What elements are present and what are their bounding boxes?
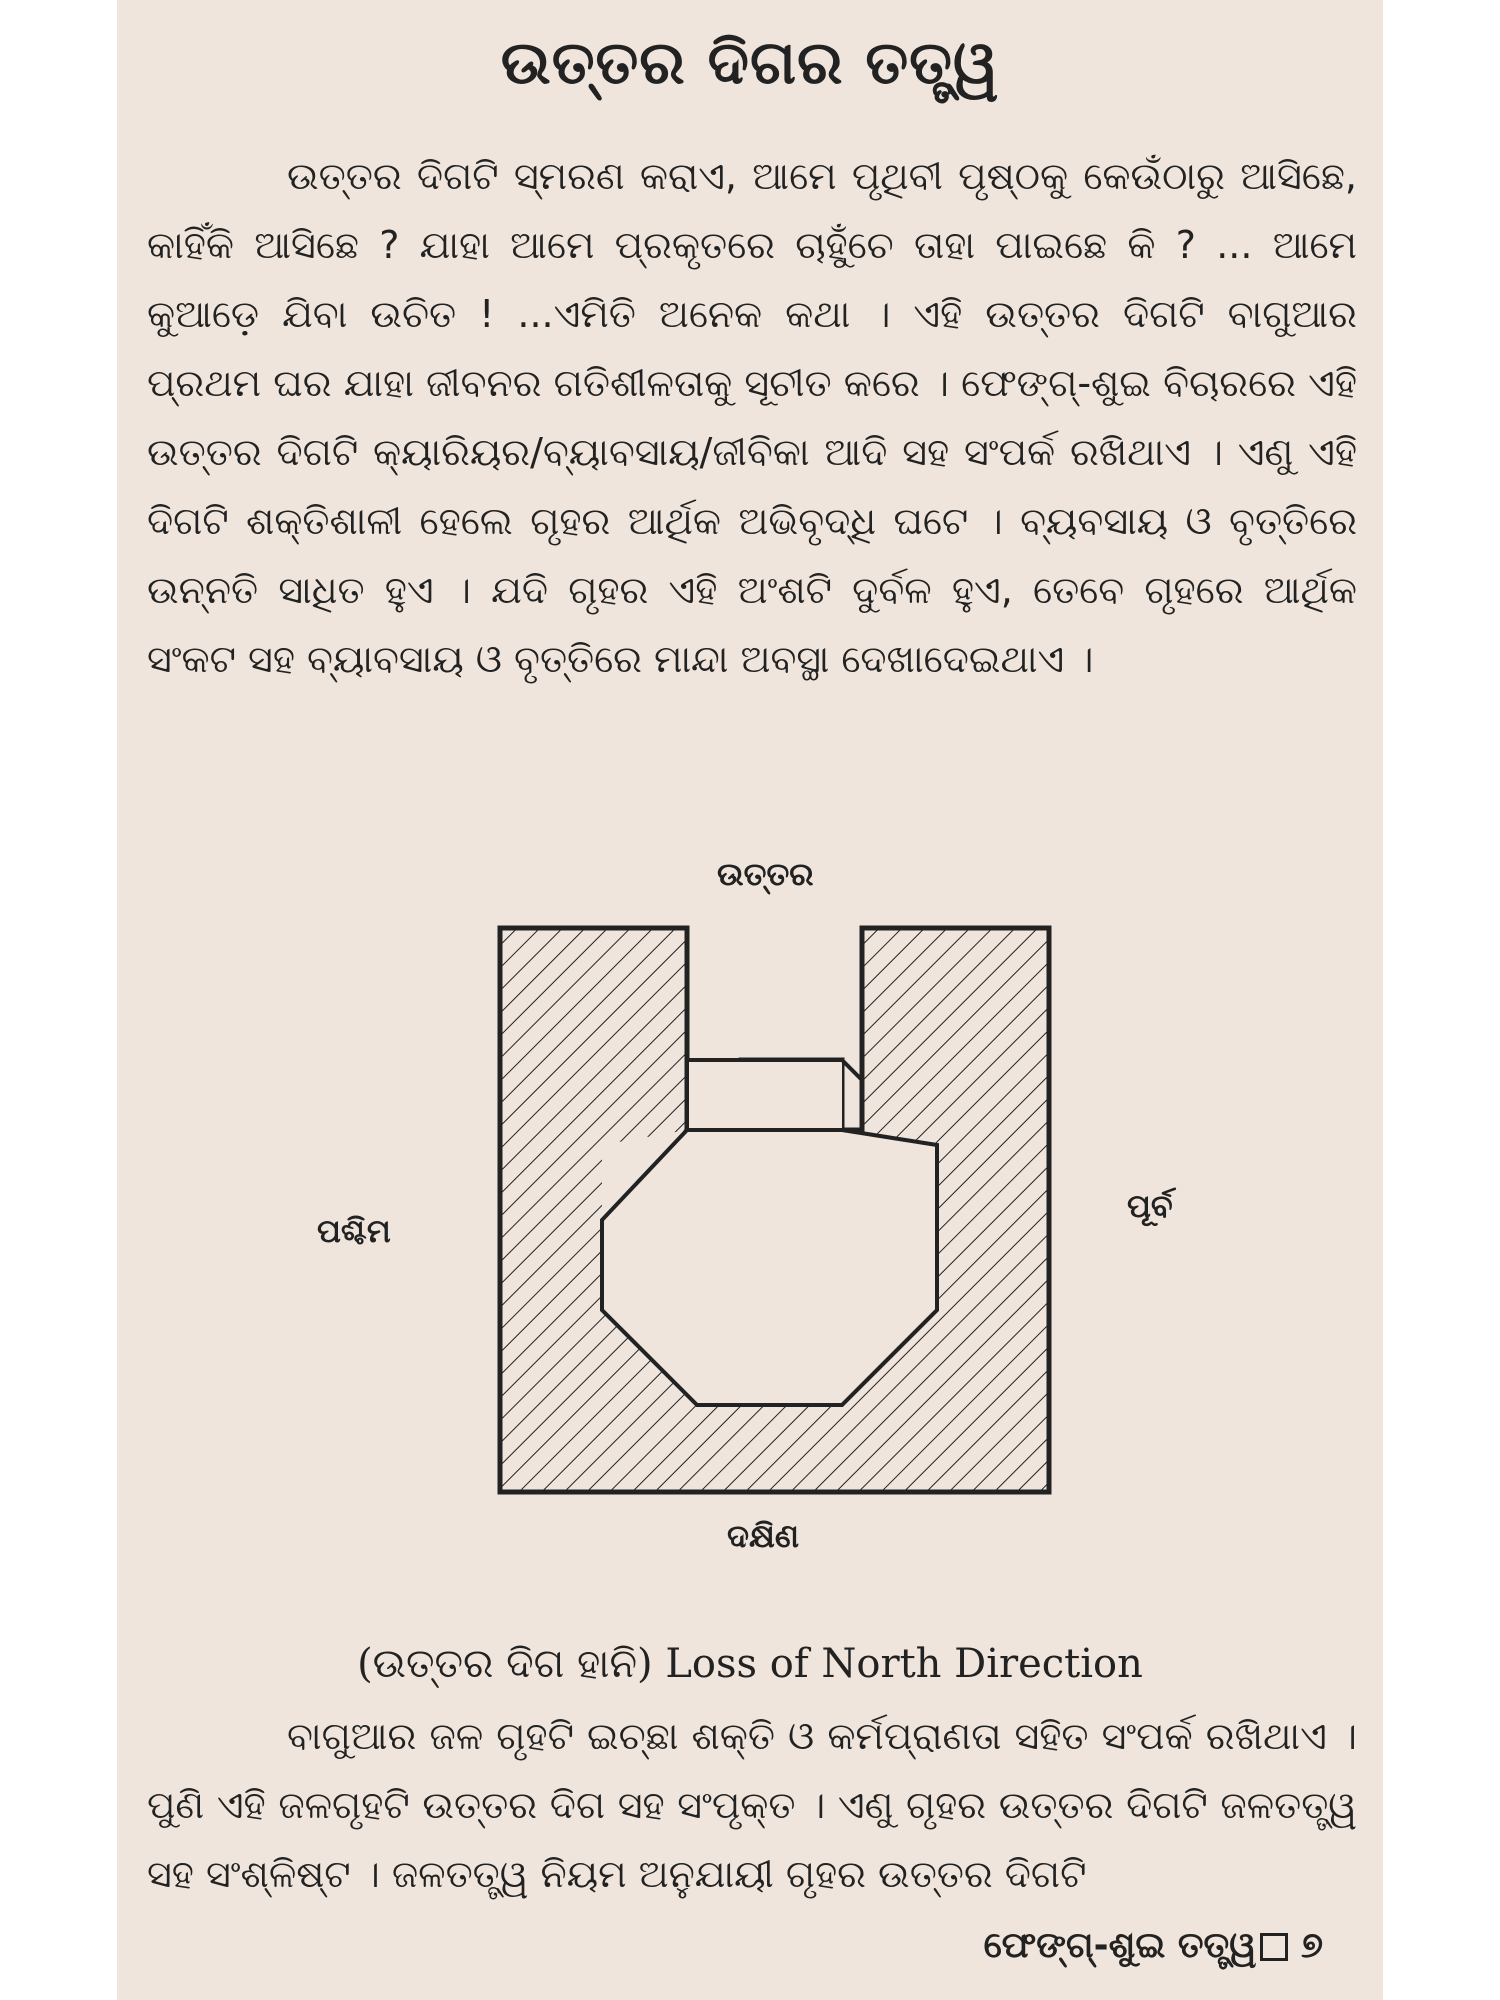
right-margin [1383,0,1500,2000]
paragraph-intro: ଉତ୍ତର ଦିଗଟି ସ୍ମରଣ କରାଏ, ଆମେ ପୃଥିବୀ ପୃଷ୍ଠକୁ କେଉଁଠାରୁ ଆସିଛେ, କାହିଁକି ଆସିଛେ ? ଯାହା ଆମେ ପ୍ରକୃତରେ ଚାହୁଁଚେ ତାହା ପାଇଛେ କି ? ... ଆମେ କୁଆଡ଼େ ଯିବା ଉଚିତ ! ...ଏମିତି ଅନେକ କଥା । ଏହି ଉତ୍ତର ଦିଗଟି ବାଗୁଆର ପ୍ରଥମ ଘର ଯାହା ଜୀବନର ଗତିଶୀଳତାକୁ ସୂଚୀତ କରେ । ଫେଙ୍ଗ୍-ଶୁଇ ବିଚାରରେ ଏହି ଉତ୍ତର ଦିଗଟି କ୍ୟାରିୟର/ବ୍ୟାବସାୟ/ଜୀବିକା ଆଦି ସହ ସଂପର୍କ ରଖିଥାଏ । ଏଣୁ ଏହି ଦିଗଟି ଶକ୍ତିଶାଳୀ ହେଲେ ଗୃହର ଆର୍ଥିକ ଅଭିବୃଦ୍ଧି ଘଟେ । ବ୍ୟବସାୟ ଓ ବୃତ୍ତିରେ ଉନ୍ନତି ସାଧିତ ହୁଏ । ଯଦି ଗୃହର ଏହି ଅଂଶଟି ଦୁର୍ବଳ ହୁଏ, ତେବେ ଗୃହରେ ଆର୍ଥିକ ସଂକଟ ସହ ବ୍ୟାବସାୟ ଓ ବୃତ୍ତିରେ ମାନ୍ଦା ଅବସ୍ଥା ଦେଖାଦେଇଥାଏ । [147,154,1357,681]
page-number: ୭ [1300,1925,1323,1966]
footer-book-title: ଫେଙ୍ଗ୍-ଶୁଇ ତତ୍ତ୍ୱ [983,1925,1257,1966]
page-title: ଉତ୍ତର ଦିଗର ତତ୍ତ୍ୱ [500,28,1000,98]
book-page [117,0,1383,2000]
square-icon [1260,1933,1288,1961]
page-footer [984,1925,1323,1967]
paragraph-water-house: ବାଗୁଆର ଜଳ ଗୃହଟି ଇଚ୍ଛା ଶକ୍ତି ଓ କର୍ମପ୍ରାଣତା ସହିତ ସଂପର୍କ ରଖିଥାଏ । ପୁଣି ଏହି ଜଳଗୃହଟି ଉତ୍ତର ଦିଗ ସହ ସଂପୃକ୍ତ । ଏଣୁ ଗୃହର ଉତ୍ତର ଦିଗଟି ଜଳତତ୍ତ୍ୱ ସହ ସଂଶ୍ଳିଷ୍ଟ । ଜଳତତ୍ତ୍ୱ ନିୟମ ଅନୁଯାୟୀ ଗୃହର ଉତ୍ତର ଦିଗଟି [147,1714,1357,1896]
diagram-caption: (ଉତ୍ତର ଦିଗ ହାନି) Loss of North Direction [357,1641,1143,1687]
floor-plan-diagram [497,925,1057,1495]
direction-north-label: ଉତ୍ତର [717,855,814,893]
direction-east-label: ପୂର୍ବ [1127,1187,1173,1225]
direction-south-label: ଦକ୍ଷିଣ [727,1517,800,1555]
direction-west-label: ପଶ୍ଚିମ [317,1212,391,1250]
